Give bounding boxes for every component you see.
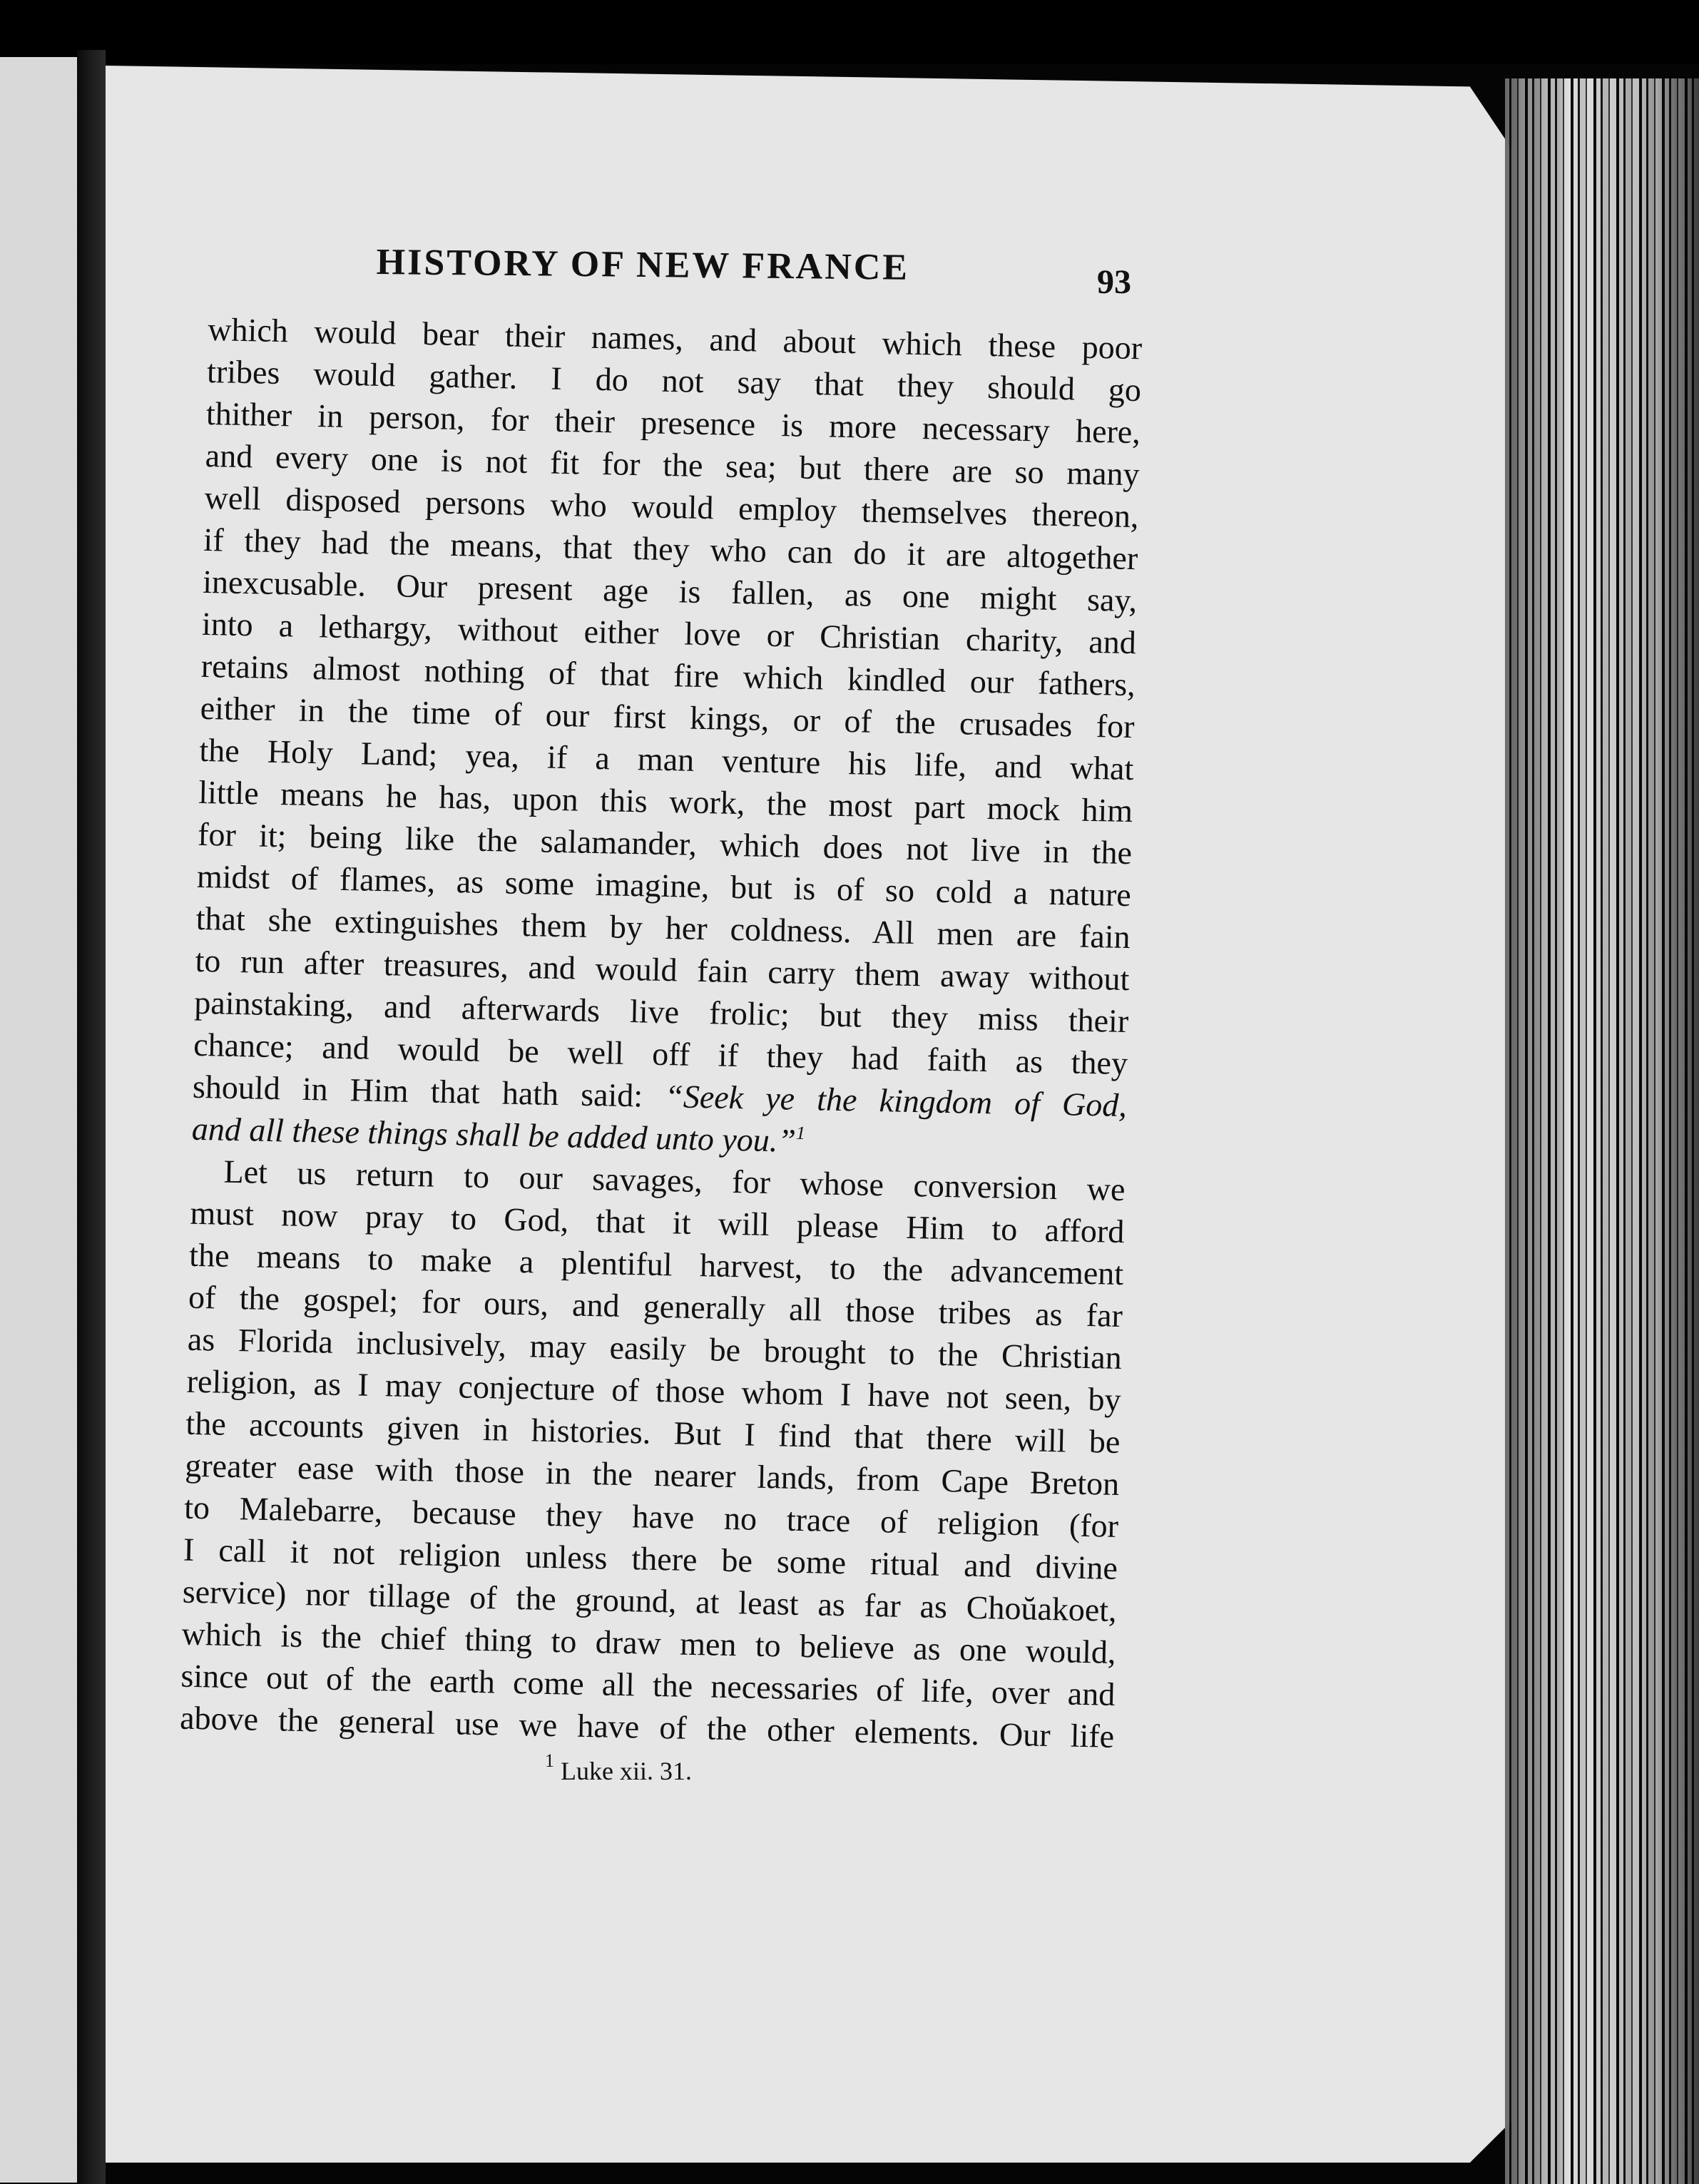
- page-block-shadow: [1505, 78, 1699, 2184]
- footnote-text: Luke xii. 31.: [561, 1757, 692, 1785]
- text-line: and every one is not fit for the sea; but there are so many: [205, 437, 1141, 493]
- text-line: for it; being like the salamander, which does not live in the: [197, 815, 1133, 872]
- text-line: painstaking, and afterwards live frolic; but they miss their: [193, 984, 1129, 1040]
- text-line: midst of flames, as some imagine, but is of so cold a nature: [196, 857, 1132, 914]
- text-line: above the general use we have of the other elements. Our life: [179, 1699, 1115, 1755]
- text-line: little means he has, upon this work, the most part mock him: [198, 773, 1133, 830]
- text-line: chance; and would be well off if they had faith as they: [193, 1026, 1128, 1082]
- running-head: HISTORY OF NEW FRANCE: [376, 241, 910, 288]
- quote-lead-in: should in Him that hath said:: [192, 1068, 665, 1115]
- text-line: as Florida inclusively, may easily be brought to the Christian: [187, 1320, 1123, 1376]
- footnote-reference: 1: [795, 1122, 806, 1144]
- text-line: the Holy Land; yea, if a man venture his life, and what: [199, 731, 1134, 787]
- text-line: inexcusable. Our present age is fallen, as one might say,: [202, 563, 1138, 619]
- text-line: retains almost nothing of that fire which kindled our fathers,: [200, 647, 1136, 703]
- text-line: since out of the earth come all the necessaries of life, over and: [180, 1657, 1116, 1713]
- text-line: which is the chief thing to draw men to believe as one would,: [181, 1615, 1116, 1670]
- quotation-italic: “Seek ye the kingdom of God,: [664, 1078, 1128, 1124]
- text-line: to run after treasures, and would fain carry them away without: [195, 942, 1130, 998]
- text-line: of the gospel; for ours, and generally all those tribes as far: [188, 1278, 1123, 1335]
- body-text: [180, 308, 1143, 1757]
- text-line: that she extinguishes them by her coldness. All men are fain: [195, 899, 1131, 956]
- text-line: well disposed persons who would employ themselves thereon,: [204, 479, 1139, 535]
- text-line: the accounts given in histories. But I find that there will be: [185, 1404, 1121, 1460]
- book-gutter: [77, 50, 106, 2184]
- text-line: religion, as I may conjecture of those whom I have not seen, by: [186, 1362, 1122, 1418]
- text-line: into a lethargy, without either love or Christian charity, and: [201, 605, 1137, 661]
- text-line: tribes would gather. I do not say that they should go: [206, 352, 1142, 409]
- text-line: to Malebarre, because they have no trace of religion (for: [183, 1489, 1119, 1544]
- text-line: thither in person, for their presence is more necessary here,: [205, 394, 1141, 451]
- text-line: I call it not religion unless there be some ritual and divine: [183, 1531, 1118, 1586]
- page-number: 93: [1097, 263, 1131, 301]
- footnote-marker: 1: [545, 1750, 554, 1771]
- text-line: service) nor tillage of the ground, at least as far as Choŭakoet,: [182, 1573, 1118, 1628]
- footnote: [545, 1750, 692, 1786]
- text-line: must now pray to God, that it will please Him to afford: [190, 1194, 1125, 1250]
- text-line: the means to make a plentiful harvest, to the advancement: [188, 1236, 1124, 1292]
- quotation-italic-end: and all these things shall be added unto you.”: [191, 1110, 797, 1159]
- text-line: either in the time of our first kings, or of the crusades for: [200, 689, 1135, 745]
- text-line: if they had the means, that they who can do it are altogether: [203, 521, 1138, 577]
- paragraph-start-line: Let us return to our savages, for whose conversion we: [223, 1153, 1126, 1208]
- text-line: greater ease with those in the nearer lands, from Cape Breton: [184, 1446, 1120, 1502]
- scan-background-top: [0, 0, 1699, 64]
- text-line: which would bear their names, and about which these poor: [207, 310, 1143, 367]
- facing-page-edge: [0, 57, 77, 2183]
